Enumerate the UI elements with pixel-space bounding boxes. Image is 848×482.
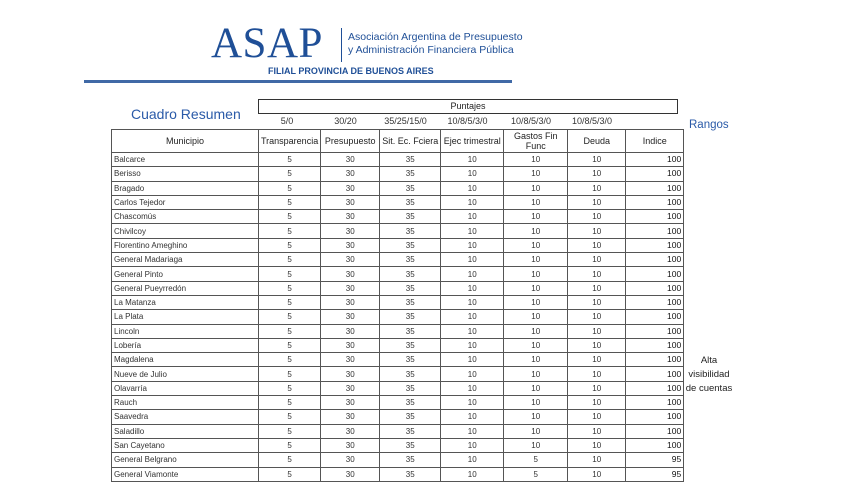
cell-ejec: 10 xyxy=(441,224,504,238)
cell-ejec: 10 xyxy=(441,338,504,352)
col-header-transparencia: Transparencia xyxy=(259,130,321,153)
cell-municipio: Chascomús xyxy=(112,210,259,224)
logo-divider xyxy=(341,28,342,62)
cell-sit-ec: 35 xyxy=(380,310,441,324)
cell-municipio: La Matanza xyxy=(112,295,259,309)
cell-indice: 100 xyxy=(626,424,684,438)
table-row xyxy=(112,210,684,224)
cell-transparencia: 5 xyxy=(259,410,321,424)
cell-deuda: 10 xyxy=(568,453,626,467)
cell-sit-ec: 35 xyxy=(380,438,441,452)
cell-sit-ec: 35 xyxy=(380,210,441,224)
table-row xyxy=(112,281,684,295)
table-row xyxy=(112,195,684,209)
cell-indice: 100 xyxy=(626,367,684,381)
weight-sit-ec: 35/25/15/0 xyxy=(384,116,427,126)
cell-presupuesto: 30 xyxy=(321,181,380,195)
cell-municipio: Saladillo xyxy=(112,424,259,438)
cell-ejec: 10 xyxy=(441,181,504,195)
table-row xyxy=(112,224,684,238)
cell-transparencia: 5 xyxy=(259,438,321,452)
cell-indice: 100 xyxy=(626,267,684,281)
cell-deuda: 10 xyxy=(568,310,626,324)
cell-sit-ec: 35 xyxy=(380,338,441,352)
cell-transparencia: 5 xyxy=(259,453,321,467)
col-header-gastos xyxy=(504,130,568,153)
org-name-line2: y Administración Financiera Pública xyxy=(348,44,514,56)
cell-deuda: 10 xyxy=(568,410,626,424)
cell-presupuesto: 30 xyxy=(321,396,380,410)
cell-deuda: 10 xyxy=(568,424,626,438)
weight-ejec: 10/8/5/3/0 xyxy=(447,116,488,126)
cell-transparencia: 5 xyxy=(259,381,321,395)
cell-gastos: 10 xyxy=(504,424,568,438)
cell-indice: 100 xyxy=(626,210,684,224)
cell-deuda: 10 xyxy=(568,324,626,338)
cell-municipio: Nueve de Julio xyxy=(112,367,259,381)
cell-ejec: 10 xyxy=(441,396,504,410)
cell-sit-ec: 35 xyxy=(380,424,441,438)
cell-gastos: 10 xyxy=(504,410,568,424)
cell-sit-ec: 35 xyxy=(380,453,441,467)
cell-sit-ec: 35 xyxy=(380,253,441,267)
org-name xyxy=(348,31,523,57)
cell-gastos: 10 xyxy=(504,224,568,238)
cell-indice: 100 xyxy=(626,338,684,352)
cell-ejec: 10 xyxy=(441,167,504,181)
cell-deuda: 10 xyxy=(568,367,626,381)
cell-indice: 100 xyxy=(626,410,684,424)
cell-indice: 100 xyxy=(626,281,684,295)
cell-municipio: San Cayetano xyxy=(112,438,259,452)
cell-indice: 100 xyxy=(626,195,684,209)
col-header-deuda: Deuda xyxy=(568,130,626,153)
cell-municipio: Carlos Tejedor xyxy=(112,195,259,209)
cell-transparencia: 5 xyxy=(259,153,321,167)
table-row xyxy=(112,253,684,267)
col-header-indice: Indice xyxy=(626,130,684,153)
cell-presupuesto: 30 xyxy=(321,467,380,481)
cell-deuda: 10 xyxy=(568,167,626,181)
cell-gastos: 10 xyxy=(504,396,568,410)
cell-presupuesto: 30 xyxy=(321,295,380,309)
cell-transparencia: 5 xyxy=(259,181,321,195)
cell-indice: 100 xyxy=(626,224,684,238)
cell-transparencia: 5 xyxy=(259,424,321,438)
range-label-alta xyxy=(683,354,735,396)
col-header-ejec xyxy=(441,130,504,153)
cell-gastos: 10 xyxy=(504,267,568,281)
org-name-line1: Asociación Argentina de Presupuesto xyxy=(348,31,523,43)
col-header-presupuesto: Presupuesto xyxy=(321,130,380,153)
cell-ejec: 10 xyxy=(441,438,504,452)
cell-indice: 100 xyxy=(626,381,684,395)
cell-transparencia: 5 xyxy=(259,295,321,309)
table-row xyxy=(112,353,684,367)
cell-deuda: 10 xyxy=(568,353,626,367)
table-row xyxy=(112,167,684,181)
table-row xyxy=(112,381,684,395)
cell-gastos: 10 xyxy=(504,195,568,209)
cell-presupuesto: 30 xyxy=(321,210,380,224)
cell-municipio: General Pinto xyxy=(112,267,259,281)
cell-gastos: 10 xyxy=(504,295,568,309)
weight-transparencia: 5/0 xyxy=(280,116,294,126)
cell-indice: 100 xyxy=(626,396,684,410)
summary-table xyxy=(111,129,684,482)
cell-sit-ec: 35 xyxy=(380,267,441,281)
cell-presupuesto: 30 xyxy=(321,238,380,252)
cell-ejec: 10 xyxy=(441,381,504,395)
cell-presupuesto: 30 xyxy=(321,153,380,167)
cell-indice: 95 xyxy=(626,453,684,467)
cell-gastos: 10 xyxy=(504,324,568,338)
cell-deuda: 10 xyxy=(568,295,626,309)
cell-ejec: 10 xyxy=(441,253,504,267)
cell-ejec: 10 xyxy=(441,295,504,309)
cell-ejec: 10 xyxy=(441,467,504,481)
col-header-municipio: Municipio xyxy=(112,130,259,153)
cell-presupuesto: 30 xyxy=(321,367,380,381)
table-row xyxy=(112,181,684,195)
cell-sit-ec: 35 xyxy=(380,153,441,167)
cell-municipio: Magdalena xyxy=(112,353,259,367)
col-header-ejec-label: Ejec trimestral xyxy=(443,136,501,146)
cell-ejec: 10 xyxy=(441,353,504,367)
table-row xyxy=(112,338,684,352)
cell-sit-ec: 35 xyxy=(380,167,441,181)
cell-indice: 100 xyxy=(626,310,684,324)
cell-ejec: 10 xyxy=(441,153,504,167)
cell-transparencia: 5 xyxy=(259,238,321,252)
cell-ejec: 10 xyxy=(441,310,504,324)
cell-gastos: 10 xyxy=(504,310,568,324)
table-row xyxy=(112,238,684,252)
table-row xyxy=(112,438,684,452)
cell-transparencia: 5 xyxy=(259,396,321,410)
cell-sit-ec: 35 xyxy=(380,181,441,195)
cell-presupuesto: 30 xyxy=(321,338,380,352)
cell-municipio: General Viamonte xyxy=(112,467,259,481)
cell-sit-ec: 35 xyxy=(380,396,441,410)
cell-municipio: Balcarce xyxy=(112,153,259,167)
cell-deuda: 10 xyxy=(568,281,626,295)
cell-transparencia: 5 xyxy=(259,253,321,267)
cell-presupuesto: 30 xyxy=(321,224,380,238)
cell-deuda: 10 xyxy=(568,238,626,252)
cell-transparencia: 5 xyxy=(259,281,321,295)
cell-municipio: La Plata xyxy=(112,310,259,324)
cell-indice: 100 xyxy=(626,324,684,338)
cell-transparencia: 5 xyxy=(259,338,321,352)
cell-municipio: Lincoln xyxy=(112,324,259,338)
cell-presupuesto: 30 xyxy=(321,438,380,452)
cell-gastos: 10 xyxy=(504,367,568,381)
cell-transparencia: 5 xyxy=(259,467,321,481)
cell-transparencia: 5 xyxy=(259,224,321,238)
cell-sit-ec: 35 xyxy=(380,281,441,295)
cell-presupuesto: 30 xyxy=(321,353,380,367)
cell-deuda: 10 xyxy=(568,153,626,167)
cell-presupuesto: 30 xyxy=(321,410,380,424)
cell-transparencia: 5 xyxy=(259,367,321,381)
table-row xyxy=(112,324,684,338)
cell-deuda: 10 xyxy=(568,467,626,481)
cell-municipio: Olavarría xyxy=(112,381,259,395)
cell-deuda: 10 xyxy=(568,338,626,352)
table-row xyxy=(112,153,684,167)
cell-gastos: 10 xyxy=(504,210,568,224)
cell-presupuesto: 30 xyxy=(321,281,380,295)
cell-gastos: 10 xyxy=(504,153,568,167)
cell-presupuesto: 30 xyxy=(321,381,380,395)
col-header-gastos-label: Gastos Fin Func xyxy=(513,131,558,151)
cell-ejec: 10 xyxy=(441,210,504,224)
table-row xyxy=(112,467,684,481)
weight-presupuesto: 30/20 xyxy=(334,116,357,126)
cell-gastos: 10 xyxy=(504,338,568,352)
cell-gastos: 10 xyxy=(504,438,568,452)
cell-deuda: 10 xyxy=(568,210,626,224)
cell-indice: 100 xyxy=(626,153,684,167)
col-header-sit-ec: Sit. Ec. Fciera xyxy=(380,130,441,153)
cell-gastos: 5 xyxy=(504,453,568,467)
cell-deuda: 10 xyxy=(568,267,626,281)
cell-gastos: 10 xyxy=(504,381,568,395)
cell-ejec: 10 xyxy=(441,453,504,467)
cell-ejec: 10 xyxy=(441,281,504,295)
weight-deuda: 10/8/5/3/0 xyxy=(571,116,613,126)
table-row xyxy=(112,396,684,410)
cell-deuda: 10 xyxy=(568,438,626,452)
rangos-label: Rangos xyxy=(689,119,729,131)
cell-presupuesto: 30 xyxy=(321,195,380,209)
cell-presupuesto: 30 xyxy=(321,310,380,324)
puntajes-header: Puntajes xyxy=(258,99,678,114)
cell-gastos: 10 xyxy=(504,167,568,181)
page-title: Cuadro Resumen xyxy=(131,106,241,122)
table-row xyxy=(112,367,684,381)
table-row xyxy=(112,410,684,424)
cell-gastos: 10 xyxy=(504,353,568,367)
cell-municipio: General Belgrano xyxy=(112,453,259,467)
cell-transparencia: 5 xyxy=(259,167,321,181)
cell-presupuesto: 30 xyxy=(321,453,380,467)
cell-indice: 100 xyxy=(626,295,684,309)
cell-gastos: 10 xyxy=(504,253,568,267)
cell-municipio: Berisso xyxy=(112,167,259,181)
range-label-line1: Alta xyxy=(700,355,718,366)
range-label-line2: visibilidad xyxy=(688,369,730,380)
cell-ejec: 10 xyxy=(441,410,504,424)
cell-deuda: 10 xyxy=(568,253,626,267)
cell-municipio: General Pueyrredón xyxy=(112,281,259,295)
logo-text: ASAP xyxy=(211,20,323,67)
cell-sit-ec: 35 xyxy=(380,367,441,381)
cell-presupuesto: 30 xyxy=(321,253,380,267)
cell-indice: 100 xyxy=(626,353,684,367)
cell-municipio: Bragado xyxy=(112,181,259,195)
cell-presupuesto: 30 xyxy=(321,267,380,281)
cell-ejec: 10 xyxy=(441,424,504,438)
cell-transparencia: 5 xyxy=(259,267,321,281)
cell-municipio: Saavedra xyxy=(112,410,259,424)
table-row xyxy=(112,424,684,438)
cell-transparencia: 5 xyxy=(259,195,321,209)
cell-deuda: 10 xyxy=(568,181,626,195)
cell-presupuesto: 30 xyxy=(321,167,380,181)
cell-gastos: 10 xyxy=(504,238,568,252)
cell-gastos: 5 xyxy=(504,467,568,481)
cell-presupuesto: 30 xyxy=(321,424,380,438)
cell-municipio: General Madariaga xyxy=(112,253,259,267)
cell-sit-ec: 35 xyxy=(380,224,441,238)
cell-sit-ec: 35 xyxy=(380,353,441,367)
table-row xyxy=(112,267,684,281)
cell-sit-ec: 35 xyxy=(380,238,441,252)
cell-deuda: 10 xyxy=(568,381,626,395)
range-label-line3: de cuentas xyxy=(685,383,733,394)
cell-sit-ec: 35 xyxy=(380,324,441,338)
cell-presupuesto: 30 xyxy=(321,324,380,338)
cell-sit-ec: 35 xyxy=(380,467,441,481)
cell-municipio: Florentino Ameghino xyxy=(112,238,259,252)
cell-indice: 100 xyxy=(626,167,684,181)
table-row xyxy=(112,310,684,324)
header-rule xyxy=(84,80,512,83)
cell-indice: 100 xyxy=(626,238,684,252)
cell-ejec: 10 xyxy=(441,367,504,381)
cell-indice: 95 xyxy=(626,467,684,481)
cell-sit-ec: 35 xyxy=(380,295,441,309)
cell-deuda: 10 xyxy=(568,396,626,410)
cell-gastos: 10 xyxy=(504,281,568,295)
cell-indice: 100 xyxy=(626,253,684,267)
cell-indice: 100 xyxy=(626,438,684,452)
cell-ejec: 10 xyxy=(441,267,504,281)
cell-deuda: 10 xyxy=(568,195,626,209)
cell-indice: 100 xyxy=(626,181,684,195)
table-row xyxy=(112,453,684,467)
cell-transparencia: 5 xyxy=(259,353,321,367)
table-header-row xyxy=(112,130,684,153)
cell-ejec: 10 xyxy=(441,195,504,209)
cell-transparencia: 5 xyxy=(259,324,321,338)
cell-sit-ec: 35 xyxy=(380,195,441,209)
cell-transparencia: 5 xyxy=(259,210,321,224)
cell-sit-ec: 35 xyxy=(380,410,441,424)
filial-label: FILIAL PROVINCIA DE BUENOS AIRES xyxy=(268,66,434,76)
table-row xyxy=(112,295,684,309)
cell-transparencia: 5 xyxy=(259,310,321,324)
weight-gastos: 10/8/5/3/0 xyxy=(510,116,552,126)
cell-municipio: Chivilcoy xyxy=(112,224,259,238)
cell-sit-ec: 35 xyxy=(380,381,441,395)
cell-gastos: 10 xyxy=(504,181,568,195)
cell-municipio: Lobería xyxy=(112,338,259,352)
cell-ejec: 10 xyxy=(441,324,504,338)
cell-deuda: 10 xyxy=(568,224,626,238)
cell-ejec: 10 xyxy=(441,238,504,252)
cell-municipio: Rauch xyxy=(112,396,259,410)
